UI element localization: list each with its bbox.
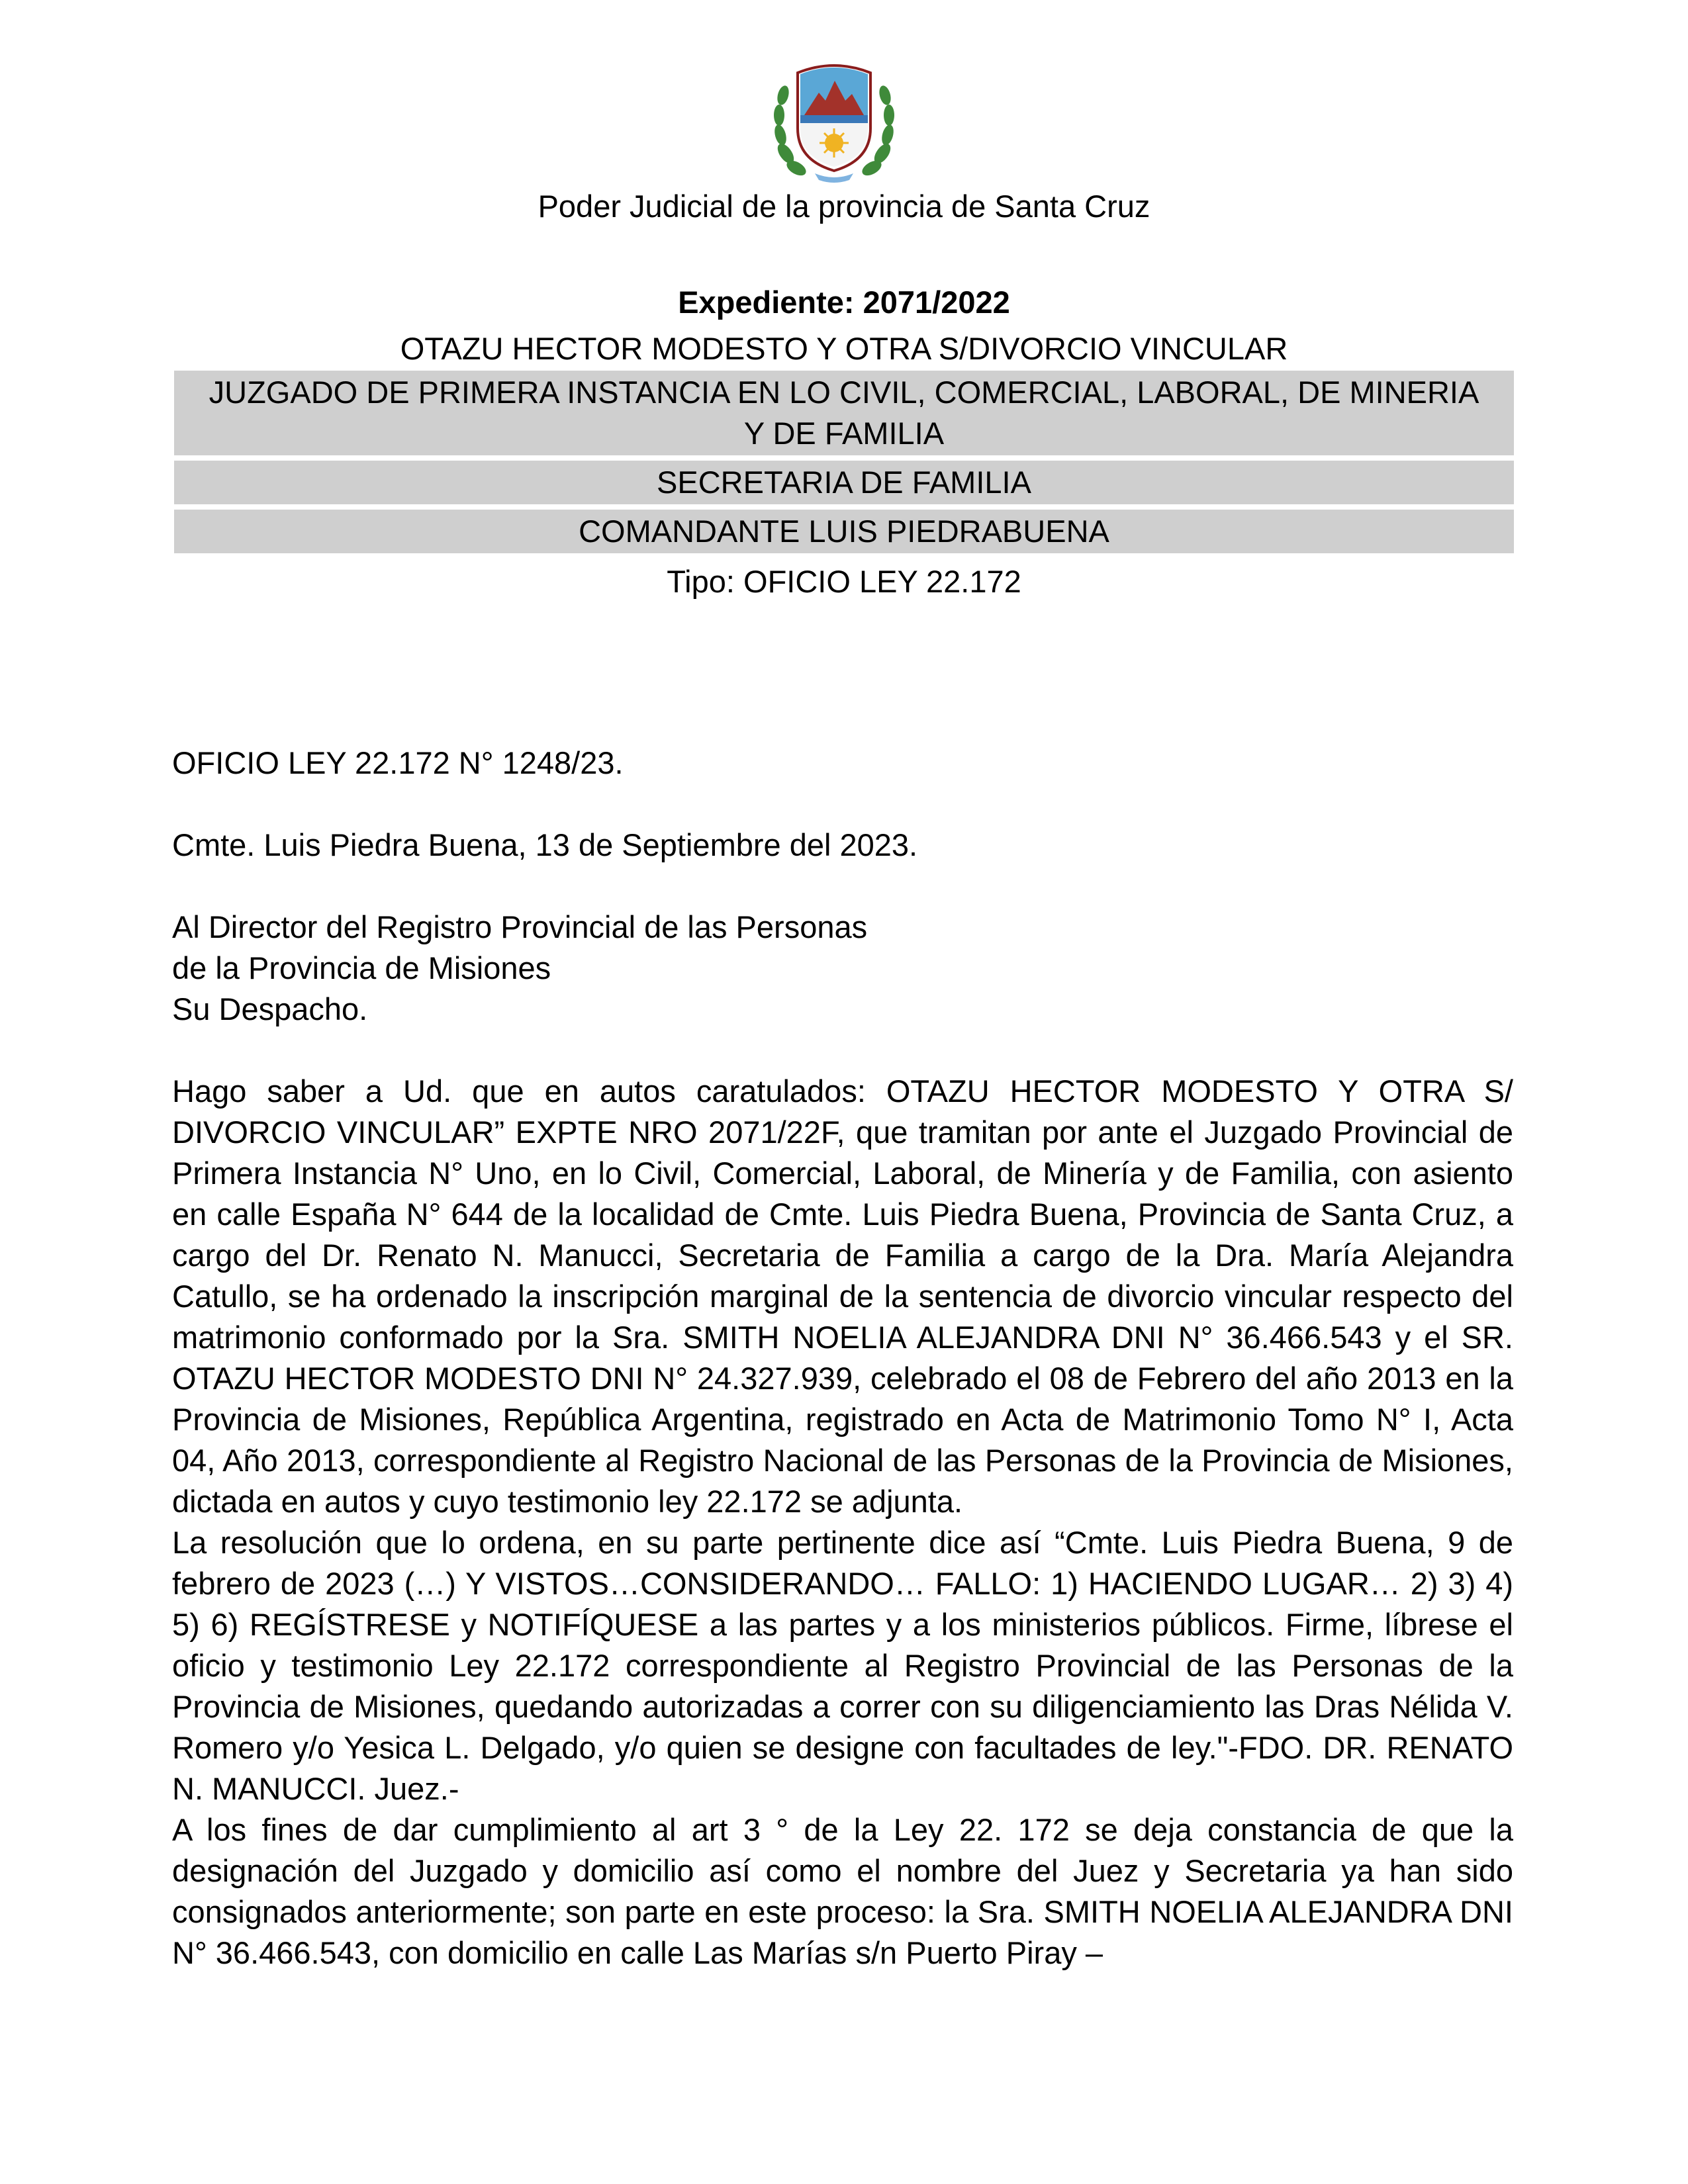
secretaria-band: [174, 461, 1514, 504]
oficio-number: OFICIO LEY 22.172 N° 1248/23.: [172, 745, 624, 780]
province-seal-icon: [771, 54, 897, 184]
localidad-band: [174, 510, 1514, 553]
case-header: [174, 278, 1514, 605]
addressee-line-2: de la Provincia de Misiones: [172, 950, 551, 985]
expediente-number: Expediente: 2071/2022: [678, 285, 1010, 320]
court-name: Poder Judicial de la provincia de Santa Cruz: [538, 189, 1150, 224]
court-band: [174, 371, 1514, 455]
localidad-label: COMANDANTE LUIS PIEDRABUENA: [579, 514, 1109, 549]
addressee-line-3: Su Despacho.: [172, 991, 368, 1026]
paragraph-2: La resolución que lo ordena, en su parte pertinente dice así “Cmte. Luis Piedra Buena, 9 de febrero de 2023 (…) Y VISTOS…CONSIDERANDO… FALLO: 1) HACIENDO LUGAR… 2) 3) 4) 5) 6) REGÍSTRESE y NOTIFÍQUESE a las partes y a los ministerios públicos. Firme, líbrese el oficio y testimonio Ley 22.172 correspondiente al Registro Provincial de las Personas de la Provincia de Misiones, quedando autorizadas a correr con su diligenciamiento las Dras Nélida V. Romero y/o Yesica L. Delgado, y/o quien se designe con facultades de ley."-FDO. DR. RENATO N. MANUCCI. Juez.-: [172, 1525, 1513, 1806]
paragraph-3: A los fines de dar cumplimiento al art 3 ° de la Ley 22. 172 se deja constancia de que la designación del Juzgado y domicilio así como el nombre del Juez y Secretaria ya han sido consignados anteriormente; son parte en este proceso: la Sra. SMITH NOELIA ALEJANDRA DNI N° 36.466.543, con domicilio en calle Las Marías s/n Puerto Piray –: [172, 1812, 1513, 1970]
addressee-line-1: Al Director del Registro Provincial de las Personas: [172, 909, 868, 944]
secretaria-label: SECRETARIA DE FAMILIA: [657, 465, 1031, 500]
case-caption: OTAZU HECTOR MODESTO Y OTRA S/DIVORCIO VINCULAR: [400, 331, 1288, 366]
document-type: Tipo: OFICIO LEY 22.172: [667, 564, 1021, 599]
court-label: JUZGADO DE PRIMERA INSTANCIA EN LO CIVIL, COMERCIAL, LABORAL, DE MINERIA Y DE FAMILIA: [209, 375, 1479, 451]
paragraph-1: Hago saber a Ud. que en autos caratulados: OTAZU HECTOR MODESTO Y OTRA S/ DIVORCIO VINCULAR” EXPTE NRO 2071/22F, que tramitan por ante el Juzgado Provincial de Primera Instancia N° Uno, en lo Civil, Comercial, Laboral, de Minería y de Familia, con asiento en calle España N° 644 de la localidad de Cmte. Luis Piedra Buena, Provincia de Santa Cruz, a cargo del Dr. Renato N. Manucci, Secretaria de Familia a cargo de la Dra. María Alejandra Catullo, se ha ordenado la inscripción marginal de la sentencia de divorcio vincular respecto del matrimonio conformado por la Sra. SMITH NOELIA ALEJANDRA DNI N° 36.466.543 y el SR. OTAZU HECTOR MODESTO DNI N° 24.327.939, celebrado el 08 de Febrero del año 2013 en la Provincia de Misiones, República Argentina, registrado en Acta de Matrimonio Tomo N° I, Acta 04, Año 2013, correspondiente al Registro Nacional de las Personas de la Provincia de Misiones, dictada en autos y cuyo testimonio ley 22.172 se adjunta.: [172, 1073, 1513, 1519]
letter-body: [172, 743, 1513, 1974]
place-date: Cmte. Luis Piedra Buena, 13 de Septiembre del 2023.: [172, 827, 918, 862]
